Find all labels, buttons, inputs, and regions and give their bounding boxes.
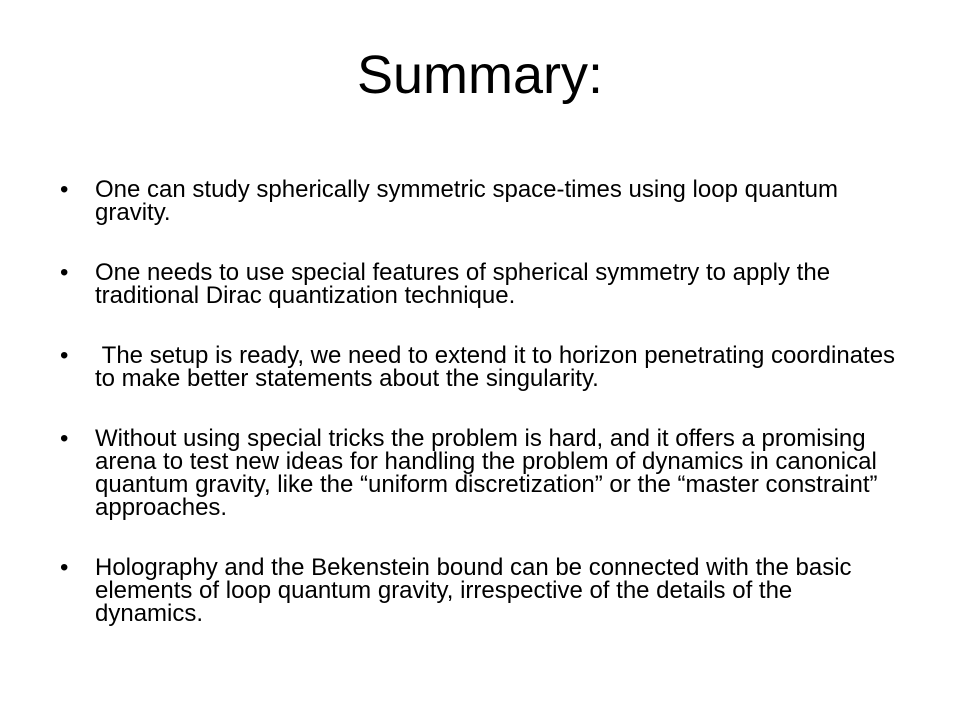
bullet-dot-icon: • (60, 425, 69, 452)
bullet-text: Holography and the Bekenstein bound can be connected with the basic elements of loop quantum gravity, irrespective of the details of the dynamics. (95, 554, 852, 627)
bullet-item-1 (60, 178, 900, 224)
slide-title: Summary: (356, 45, 604, 105)
bullet-item-2 (60, 261, 900, 307)
bullet-text: One needs to use special features of spherical symmetry to apply the traditional Dirac quantization technique. (95, 259, 831, 309)
bullet-dot-icon: • (60, 259, 69, 286)
bullet-item-3 (60, 344, 900, 390)
bullet-list (60, 178, 900, 662)
bullet-item-4 (60, 427, 900, 519)
bullet-item-5 (60, 556, 900, 625)
bullet-text: One can study spherically symmetric space-times using loop quantum gravity. (95, 176, 838, 226)
bullet-text: Without using special tricks the problem is hard, and it offers a promising arena to test new ideas for handling the problem of dynamics in canonical quantum gravity, like the “uniform discretization” or the “master constraint” approaches. (95, 425, 878, 521)
bullet-dot-icon: • (60, 342, 69, 369)
bullet-text: The setup is ready, we need to extend it to horizon penetrating coordinates to make better statements about the singularity. (95, 342, 902, 392)
bullet-dot-icon: • (60, 176, 69, 203)
bullet-dot-icon: • (60, 554, 69, 581)
